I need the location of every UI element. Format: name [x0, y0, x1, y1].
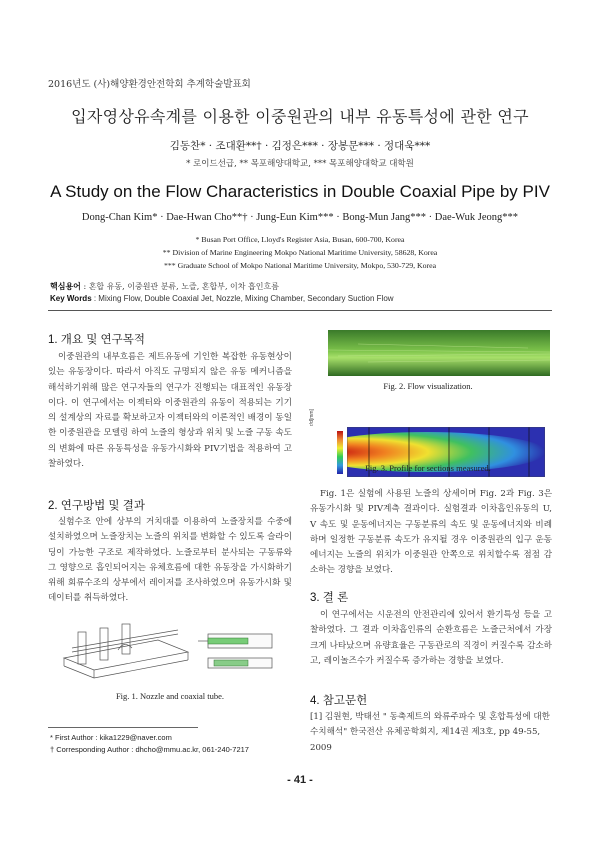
affiliations-korean: * 로이드선급, ** 목포해양대학교, *** 목포해양대학교 대학원: [186, 159, 414, 169]
affiliation-en-3: *** Graduate School of Mokpo National Maritime University, Mokpo, 530-729, Korea: [163, 261, 437, 270]
section-body-intro: [48, 350, 292, 472]
figure-3-caption: Fig. 3. Profile for sections measured.: [365, 463, 491, 473]
reference-list: [310, 710, 552, 756]
keywords-korean-text: : 혼합 유동, 이중원관 분류, 노즐, 혼합부, 이차 흡인흐름: [80, 282, 279, 291]
keywords-english-text: : Mixing Flow, Double Coaxial Jet, Nozzle, Mixing Chamber, Secondary Suction Flow: [91, 294, 394, 303]
section-heading-references: 4. 참고문헌: [310, 695, 368, 707]
fig1-support-1: [78, 632, 86, 664]
keywords-korean-label: 핵심용어: [50, 281, 81, 291]
paragraph-results: Fig. 1은 실험에 사용된 노즐의 상세이며 Fig. 2과 Fig. 3은 유동가시화 및 PIV계측 결과이다. 실험결과 이차흡인유동의 U, V 속도 및 운동에너지는 구동분류의 속도 및 운동에너지와 비례하며 일정한 구동분류 속도가 유지될 경우 이중원관의 입구 운동에너지는 노즐의 위치가 이중원관 안쪽으로 위치할수록 점점 감소하는 경향을 보였다.: [310, 489, 552, 576]
paragraph-conclusion: 이 연구에서는 시운전의 안전관리에 있어서 환기특성 등을 고찰하였다. 그 결과 이차흡인류의 순환흐름은 노즐근처에서 가장 크게 나타났으며 유량효율은 구동관로의 직경이 커질수록 감소하고, 레이놀즈수가 커질수록 증가하는 경향을 보였다.: [310, 610, 552, 666]
keywords-english-label: Key Words: [50, 294, 92, 303]
figure-1-caption: Fig. 1. Nozzle and coaxial tube.: [115, 691, 225, 701]
authors-english: Dong-Chan Kim* · Dae-Hwan Cho**† · Jung-Eun Kim*** · Bong-Mun Jang*** · Dae-Wuk Jeong***: [81, 212, 519, 223]
figure-2-caption: Fig. 2. Flow visualization.: [383, 381, 473, 391]
reference-item-1: [1] 김원현, 박태선 " 동축제트의 와류주파수 및 혼합특성에 대한 수치해석" 한국전산 유체공학회지, 제14권 제3호, pp 49-55, 2009: [310, 712, 550, 753]
section-body-method: [48, 515, 292, 607]
footnote-divider: [48, 727, 198, 728]
footnote-corresponding-author: † Corresponding Author : dhcho@mmu.ac.kr, 061-240-7217: [50, 745, 249, 754]
figure-2-flow-visualization: [328, 330, 550, 376]
section-heading-intro: 1. 개요 및 연구목적: [48, 334, 145, 346]
keywords-english: [50, 294, 394, 303]
section-body-conclusion: [310, 608, 552, 669]
keywords-korean: [50, 281, 279, 292]
fig1-support-2: [100, 628, 108, 660]
paragraph-intro: 이중원관의 내부흐름은 제트유동에 기인한 복잡한 유동현상이 있는 유동장이다. 따라서 아직도 규명되지 않은 유동 메커니즘을 해석하기위해 많은 연구자들의 연구가 진행되는 대표적인 유동장이다. 이 연구에서는 이젝터와 이중원관의 유동이 적용되는 기기의 설계상의 자료를 확보하고자 이젝터와의 이론적인 배경이 동일한 이중원관을 모델링 하여 노즐의 형상과 위치 및 노즐 구동 속도의 변화에 따른 유동특성을 유동가시화와 PIV기법을 적용하여 고찰하였다.: [48, 352, 292, 470]
paragraph-method: 실험수조 안에 상부의 거치대를 이용하여 노즐장치를 수중에 설치하였으며 노즐장치는 노즐의 위치를 변화할 수 있도록 슬라이딩이 가능한 구조로 제작하였다. 노즐로부터 분사되는 구동류와 그 영향으로 흡인되어지는 유체흐름에 대한 유동장을 가시화하기 위해 회류수조의 상부에서 레이저를 조사하였으며 유동가시화 및 데이터를 취득하였다.: [48, 517, 292, 604]
figure-1-nozzle-drawing: [58, 618, 282, 686]
footnote-first-author: * First Author : kika1229@naver.com: [50, 733, 172, 742]
section-heading-conclusion: 3. 결 론: [310, 592, 349, 604]
fig1-coaxial-tube: [198, 634, 272, 668]
figure-3-ylabel: r/d[mm]: [309, 409, 315, 426]
title-korean: 입자영상유속계를 이용한 이중원관의 내부 유동특성에 관한 연구: [71, 107, 529, 126]
affiliation-en-2: ** Division of Marine Engineering Mokpo National Maritime University, 58628, Korea: [162, 248, 438, 257]
affiliation-en-1: * Busan Port Office, Lloyd's Register Asia, Busan, 600-700, Korea: [195, 235, 405, 244]
section-body-results-cont: [310, 487, 552, 579]
page-number: - 41 -: [287, 774, 313, 786]
section-heading-method: 2. 연구방법 및 결과: [48, 500, 145, 512]
keyword-divider: [48, 310, 552, 311]
authors-korean: 김동찬* · 조대환**† · 김정은*** · 장봉문*** · 정대욱***: [169, 140, 431, 152]
title-english: A Study on the Flow Characteristics in Double Coaxial Pipe by PIV: [50, 182, 550, 201]
conference-header: 2016년도 (사)해양환경안전학회 추계학술발표회: [48, 79, 251, 90]
